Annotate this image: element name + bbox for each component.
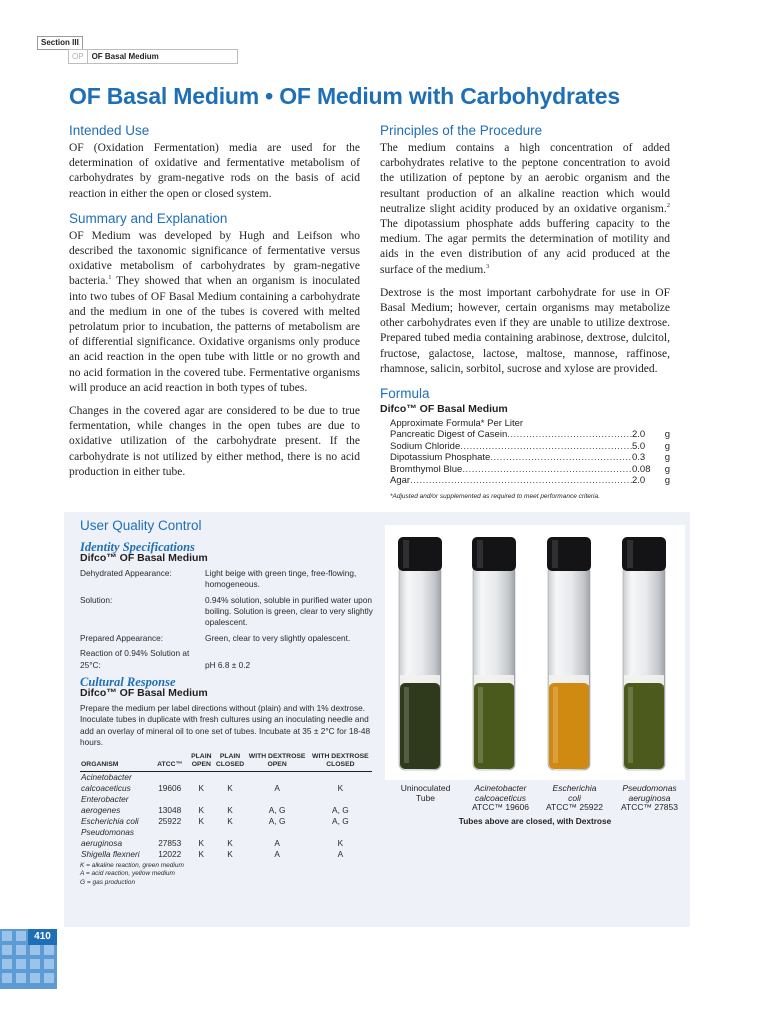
tube-1	[398, 537, 442, 770]
summary-paragraph-2: Changes in the covered agar are considered to be due to true fermentation, while changes in the open tubes are due to oxidative utilization of the carbohydrate present. If the carbohydrate is not utilized by either method, there is no acid production in either tube.	[69, 405, 360, 478]
dextrose-open-result: A	[274, 837, 280, 848]
tube-4	[622, 537, 666, 770]
cultural-response-table	[80, 753, 372, 860]
table-row	[80, 816, 372, 827]
tubes-photo	[385, 525, 685, 780]
identity-spec-list	[80, 568, 380, 671]
principles-paragraph-1	[380, 141, 670, 278]
plain-open-result: K	[198, 815, 205, 826]
dextrose-closed-result: A, G	[332, 804, 349, 815]
tube-3	[547, 537, 591, 770]
identity-product: Difco™ OF Basal Medium	[80, 552, 208, 565]
cultural-product: Difco™ OF Basal Medium	[80, 687, 208, 700]
summary-p1-b: They showed that when an organism is inoculated into two tubes of OF Basal Medium containing a carbohydrate and the medium in one of the tubes is covered with melted petrolatum prior to incubation, the patterns of metabolism are of differential significance. Oxidative organisms only produce an acid reaction in the open tube with little or no growth and no acid formation in the covered tube. Fermentative organisms will produce an acid reaction in both types of tubes.	[69, 275, 360, 394]
organism-name: aeruginosa	[81, 837, 123, 848]
spec-label: Solution:	[80, 594, 113, 605]
intended-use-heading: Intended Use	[69, 123, 150, 138]
formula-row	[380, 475, 670, 487]
formula-ingredient: Pancreatic Digest of Casein	[390, 429, 508, 441]
tube-2	[472, 537, 516, 770]
qc-left-column	[80, 542, 380, 887]
plain-open-result: K	[198, 782, 205, 793]
organism-genus: Enterobacter	[81, 793, 129, 804]
dextrose-open-result: A, G	[268, 804, 286, 815]
formula-leader-dots	[507, 429, 632, 441]
formula-leader-dots	[462, 464, 632, 476]
legend-line: K = alkaline reaction, green medium	[80, 861, 184, 869]
formula-leader-dots	[410, 475, 632, 487]
table-row	[80, 838, 372, 849]
tube-label-line1: Uninoculated	[400, 783, 451, 793]
table-row-genus	[80, 794, 372, 805]
formula-product: Difco™ OF Basal Medium	[380, 403, 508, 416]
dextrose-open-result: A, G	[268, 815, 286, 826]
atcc-number: 19606	[158, 782, 182, 793]
table-header-cell: WITH DEXTROSE OPEN	[246, 753, 309, 772]
plain-closed-result: K	[227, 804, 233, 815]
spec-label: Dehydrated Appearance:	[80, 567, 172, 578]
table-row-genus	[80, 827, 372, 838]
summary-paragraph-1	[69, 229, 360, 396]
atcc-number: 13048	[158, 804, 182, 815]
tube-cap-shine	[477, 540, 483, 568]
summary-heading: Summary and Explanation	[69, 210, 228, 226]
dextrose-open-result: A	[274, 782, 280, 793]
table-row	[80, 849, 372, 860]
legend-line: A = acid reaction, yellow medium	[80, 870, 175, 877]
formula-amount: 2.0	[632, 429, 646, 441]
formula-row	[380, 452, 670, 464]
tube-label	[612, 784, 687, 813]
tube-cap-shine	[552, 540, 558, 568]
dextrose-closed-result: K	[337, 782, 344, 793]
formula-amount: 2.0	[632, 475, 646, 487]
formula-row	[380, 464, 670, 476]
plain-closed-result: K	[227, 782, 233, 793]
spec-label: Prepared Appearance:	[80, 632, 164, 643]
formula-ingredient: Agar	[390, 475, 411, 487]
cultural-heading: Cultural Response	[80, 675, 176, 690]
formula-subhead: Approximate Formula* Per Liter	[390, 417, 524, 429]
formula-note: *Adjusted and/or supplemented as required to meet performance criteria.	[390, 492, 600, 500]
identity-heading: Identity Specifications	[80, 540, 195, 554]
page-number: 410	[28, 929, 57, 945]
plain-open-result: K	[198, 848, 205, 859]
atcc-number: 27853	[158, 837, 182, 848]
spec-value: Light beige with green tinge, free-flowing, homogeneous.	[205, 567, 357, 590]
organism-genus: Pseudomonas	[81, 826, 135, 837]
tube-label-line2: aeruginosa	[628, 792, 671, 803]
tube-highlight	[553, 687, 558, 763]
dextrose-closed-result: K	[337, 837, 344, 848]
page-title: OF Basal Medium • OF Medium with Carbohydrates	[69, 83, 620, 109]
qc-title: User Quality Control	[80, 518, 202, 533]
tube-label-line2: Tube	[415, 792, 436, 803]
table-header-row	[80, 753, 372, 772]
dextrose-closed-result: A, G	[332, 815, 349, 826]
tube-label-line1: Pseudomonas	[622, 783, 677, 793]
tube-label-line2: coli	[568, 792, 581, 803]
principles-p1-a: The medium contains a high concentration of added carbohydrates relative to the peptone concentration to avoid the utilization of peptone by an aerobic organism and the resultant production of an alkaline reaction which would neutralize slight acidity produced by an oxidative organism.	[380, 142, 670, 215]
table-row	[80, 783, 372, 794]
photo-caption: Tubes above are closed, with Dextrose	[458, 816, 612, 826]
tube-label-line1: Acinetobacter	[474, 783, 527, 793]
organism-name: Escherichia coli	[81, 815, 139, 826]
table-row	[80, 805, 372, 816]
formula-list	[380, 429, 670, 487]
organism-name: aerogenes	[81, 804, 121, 815]
spec-value: Green, clear to very slightly opalescent.	[205, 632, 351, 643]
product-name: OF Basal Medium	[91, 52, 159, 61]
tube-label-atcc: ATCC™ 27853	[620, 802, 678, 812]
section-tab: Section III	[37, 36, 83, 50]
plain-closed-result: K	[227, 837, 233, 848]
organism-genus: Acinetobacter	[81, 771, 132, 782]
organism-name: Shigella flexneri	[81, 848, 140, 859]
table-body	[80, 771, 372, 860]
spec-value: 0.94% solution, soluble in purified water upon boiling. Solution is green, clear to very slightly opalescent.	[205, 594, 373, 628]
summary-p1-a: OF Medium was developed by Hugh and Leifson who described the taxonomic significance of fermentative versus oxidative metabolism of carbohydrates by gram-negative bacteria.	[69, 229, 360, 288]
tube-label	[388, 784, 463, 803]
table-header-cell: WITH DEXTROSE CLOSED	[309, 753, 372, 772]
formula-amount: 0.3	[632, 452, 646, 464]
cultural-text: Prepare the medium per label directions without (plain) and with 1% dextrose. Inoculate tubes in duplicate with fresh cultures using an inoculating needle and add an overlay of mineral oil to one set of tubes. Incubate at 35 ± 2°C for 18-48 hours.	[80, 702, 371, 748]
table-header-cell: ORGANISM	[80, 753, 151, 772]
formula-leader-dots	[490, 452, 632, 464]
plain-open-result: K	[198, 837, 205, 848]
spec-label: Reaction of 0.94% Solution at 25°C:	[80, 648, 190, 670]
atcc-number: 25922	[158, 815, 182, 826]
right-column	[380, 122, 670, 502]
principles-ref-2: 2	[666, 201, 670, 209]
product-tab	[68, 49, 238, 64]
identity-spec-row	[80, 568, 380, 591]
intended-use-text: OF (Oxidation Fermentation) media are used for the determination of oxidative and fermentative metabolism of carbohydrates by gram-negative rods on the basis of acid reaction in either the open or closed system.	[69, 142, 360, 200]
formula-block	[380, 404, 670, 502]
formula-unit: g	[664, 429, 670, 441]
formula-unit: g	[664, 463, 670, 475]
tube-label-line2: calcoaceticus	[474, 792, 527, 803]
formula-row	[380, 429, 670, 441]
summary-ref-1: 1	[108, 274, 112, 282]
formula-ingredient: Bromthymol Blue	[390, 463, 463, 475]
tube-label-atcc: ATCC™ 25922	[545, 802, 603, 812]
formula-amount: 0.08	[632, 463, 651, 475]
organism-name: calcoaceticus	[81, 782, 131, 793]
tubes-illustration	[385, 525, 685, 780]
tube-cap-shine	[627, 540, 633, 568]
tube-cap-shine	[403, 540, 409, 568]
tube-highlight	[404, 687, 409, 763]
principles-ref-3: 3	[486, 262, 490, 270]
principles-p1-b: The dipotassium phosphate adds buffering capacity to the medium. The agar permits the determination of motility and aids in the even distribution of any acid produced at the surface of the medium.	[380, 218, 670, 276]
formula-row	[380, 441, 670, 453]
tube-highlight	[628, 687, 633, 763]
principles-paragraph-2: Dextrose is the most important carbohydrate for use in OF Basal Medium; however, certain organisms may metabolize other carbohydrates even if they are unable to utilize dextrose. Prepared tubed media containing arabinose, dextrose, dulcitol, fructose, galactose, lactose, maltose, mannose, raffinose, rhamnose, salicin, sorbitol, sucrose and xylose are provided.	[380, 286, 670, 375]
formula-unit: g	[664, 475, 670, 487]
tube-label-line1: Escherichia	[552, 783, 597, 793]
tube-label-atcc: ATCC™ 19606	[471, 802, 529, 812]
formula-unit: g	[664, 452, 670, 464]
legend-line: G = gas production	[80, 878, 136, 886]
spec-value: pH 6.8 ± 0.2	[205, 659, 251, 670]
principles-heading: Principles of the Procedure	[380, 123, 543, 138]
product-code: OP	[69, 50, 88, 63]
left-column	[69, 122, 360, 488]
identity-spec-row	[80, 595, 380, 629]
plain-open-result: K	[198, 804, 205, 815]
identity-spec-row	[80, 648, 380, 671]
tube-label	[537, 784, 612, 813]
dextrose-closed-result: A	[337, 848, 344, 859]
tube-label	[463, 784, 538, 813]
atcc-number: 12022	[158, 848, 182, 859]
plain-closed-result: K	[227, 815, 233, 826]
table-row-genus	[80, 771, 372, 783]
tube-highlight	[478, 687, 483, 763]
table-header-cell: PLAIN CLOSED	[215, 753, 246, 772]
formula-ingredient: Dipotassium Phosphate	[390, 452, 491, 464]
table-legend	[80, 862, 380, 888]
plain-closed-result: K	[227, 848, 233, 859]
formula-heading: Formula	[380, 386, 430, 402]
formula-leader-dots	[460, 441, 632, 453]
dextrose-open-result: A	[274, 848, 280, 859]
formula-unit: g	[664, 440, 670, 452]
identity-spec-row	[80, 633, 380, 644]
table-header-cell: ATCC™	[151, 753, 188, 772]
formula-amount: 5.0	[632, 440, 646, 452]
table-header-cell: PLAIN OPEN	[188, 753, 215, 772]
formula-ingredient: Sodium Chloride	[390, 440, 461, 452]
